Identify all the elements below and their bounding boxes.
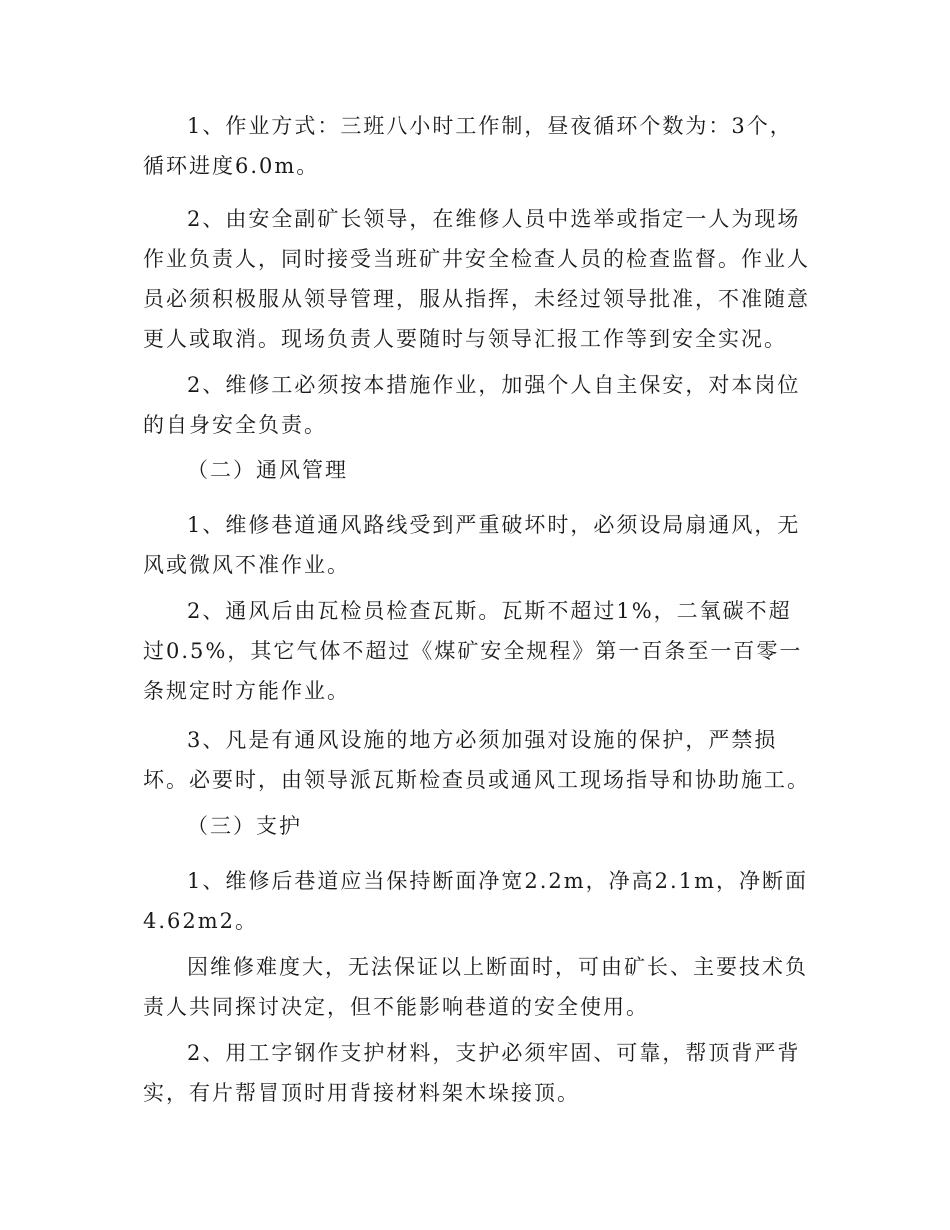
paragraph-ventilation-route: 1、维修巷道通风路线受到严重破坏时，必须设局扇通风，无风或微风不准作业。 [143,513,801,577]
paragraph-maintenance-workers: 2、维修工必须按本措施作业，加强个人自主保安，对本岗位的自身安全负责。 [143,373,801,437]
section-heading-support: （三）支护 [187,814,302,838]
paragraph-roadway-section: 1、维修后巷道应当保持断面净宽2.2m，净高2.1m，净断面4.62m2。 [143,869,808,933]
paragraph-difficult-maintenance: 因维修难度大，无法保证以上断面时，可由矿长、主要技术负责人共同探讨决定，但不能影响巷道的安全使用。 [143,955,808,1019]
paragraph-ventilation-facilities: 3、凡是有通风设施的地方必须加强对设施的保护，严禁损坏。必要时，由领导派瓦斯检查员或通风工现场指导和协助施工。 [143,728,810,792]
paragraph-gas-inspection: 2、通风后由瓦检员检查瓦斯。瓦斯不超过1%，二氧碳不超过0.5%，其它气体不超过《煤矿安全规程》第一百条至一百零一条规定时方能作业。 [143,599,803,703]
section-heading-ventilation: （二）通风管理 [187,458,348,482]
paragraph-support-materials: 2、用工字钢作支护材料，支护必须牢固、可靠，帮顶背严背实，有片帮冒顶时用背接材料架木垛接顶。 [143,1041,801,1105]
paragraph-safety-leadership: 2、由安全副矿长领导，在维修人员中选举或指定一人为现场作业负责人，同时接受当班矿井安全检查人员的检查监督。作业人员必须积极服从领导管理，服从指挥，未经过领导批准，不准随意更人或取消。现场负责人要随时与领导汇报工作等到安全实况。 [143,207,810,351]
paragraph-work-method: 1、作业方式：三班八小时工作制，昼夜循环个数为：3个，循环进度6.0m。 [143,114,793,178]
